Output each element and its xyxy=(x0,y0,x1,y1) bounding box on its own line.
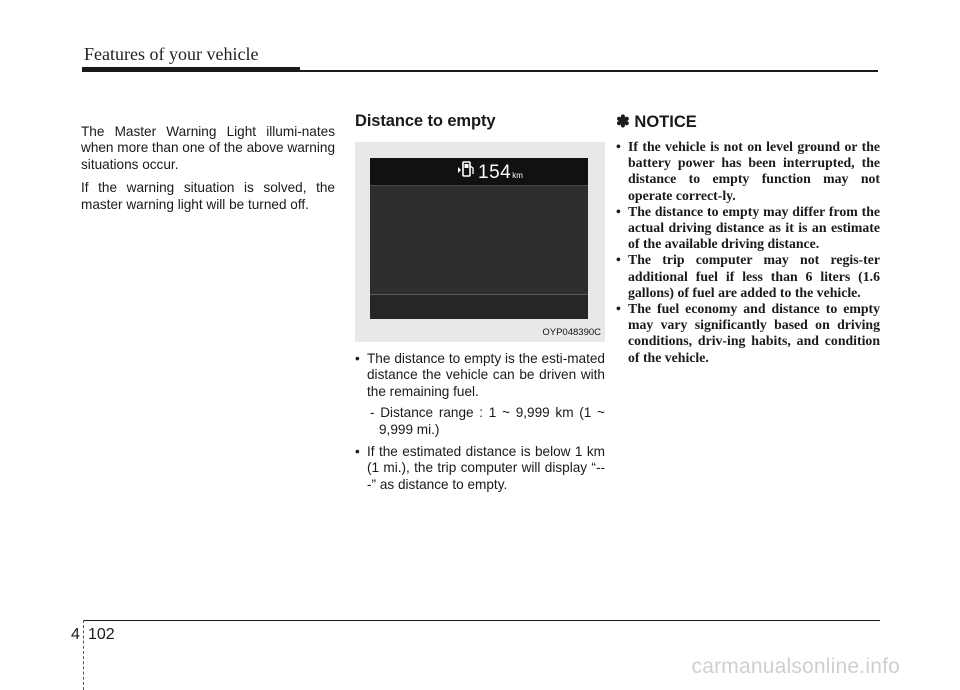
header-rule-thick xyxy=(82,67,300,72)
bullet-text: If the estimated distance is below 1 km (1 mi.), the trip computer will display “---” as distance to empty. xyxy=(367,444,605,492)
footer-divider xyxy=(83,620,85,690)
bullet-list xyxy=(355,351,605,493)
distance-to-empty-readout xyxy=(452,160,523,184)
footer-rule xyxy=(83,620,880,621)
header-rule-thin xyxy=(300,70,878,72)
notice-item: • The fuel economy and distance to empty may vary significantly based on driving conditions, driv-ing habits, and condition of the vehicle. xyxy=(616,301,880,366)
list-item xyxy=(355,444,605,493)
distance-value: 154 xyxy=(478,162,512,183)
cluster-figure xyxy=(355,142,605,342)
paragraph: If the warning situation is solved, the master warning light will be turned off. xyxy=(81,180,335,212)
figure-code: OYP048390C xyxy=(542,327,601,338)
section-heading: Distance to empty xyxy=(355,112,496,130)
column-right xyxy=(616,112,880,366)
page-number: 102 xyxy=(88,626,115,643)
sub-item: - Distance range : 1 ~ 9,999 km (1 ~ 9,999 mi.) xyxy=(370,405,605,437)
chapter-number: 4 xyxy=(71,626,80,643)
list-item xyxy=(355,351,605,438)
display-top-bar xyxy=(370,158,588,186)
running-header: Features of your vehicle xyxy=(84,44,259,64)
notice-item: • The trip computer may not regis-ter additional fuel if less than 6 liters (1.6 gallons) of fuel are added to the vehicle. xyxy=(616,252,880,301)
fuel-pump-icon xyxy=(452,160,474,178)
bullet-text: The distance to empty is the esti-mated distance the vehicle can be driven with the remaining fuel. xyxy=(367,351,605,399)
column-middle xyxy=(355,112,605,499)
notice-list xyxy=(616,139,880,366)
cluster-display xyxy=(370,158,588,319)
paragraph: The Master Warning Light illumi-nates when more than one of the above warning situations occur. xyxy=(81,124,335,172)
notice-heading: ✽ NOTICE xyxy=(616,113,697,131)
column-left xyxy=(81,124,335,220)
display-bottom-bar xyxy=(370,294,588,319)
notice-item: • If the vehicle is not on level ground or the battery power has been interrupted, the distance to empty function may not operate correct-ly. xyxy=(616,139,880,204)
distance-unit: km xyxy=(512,171,523,180)
watermark: carmanualsonline.info xyxy=(691,655,900,678)
notice-item: • The distance to empty may differ from the actual driving distance as it is an estimate of the available driving distance. xyxy=(616,204,880,253)
